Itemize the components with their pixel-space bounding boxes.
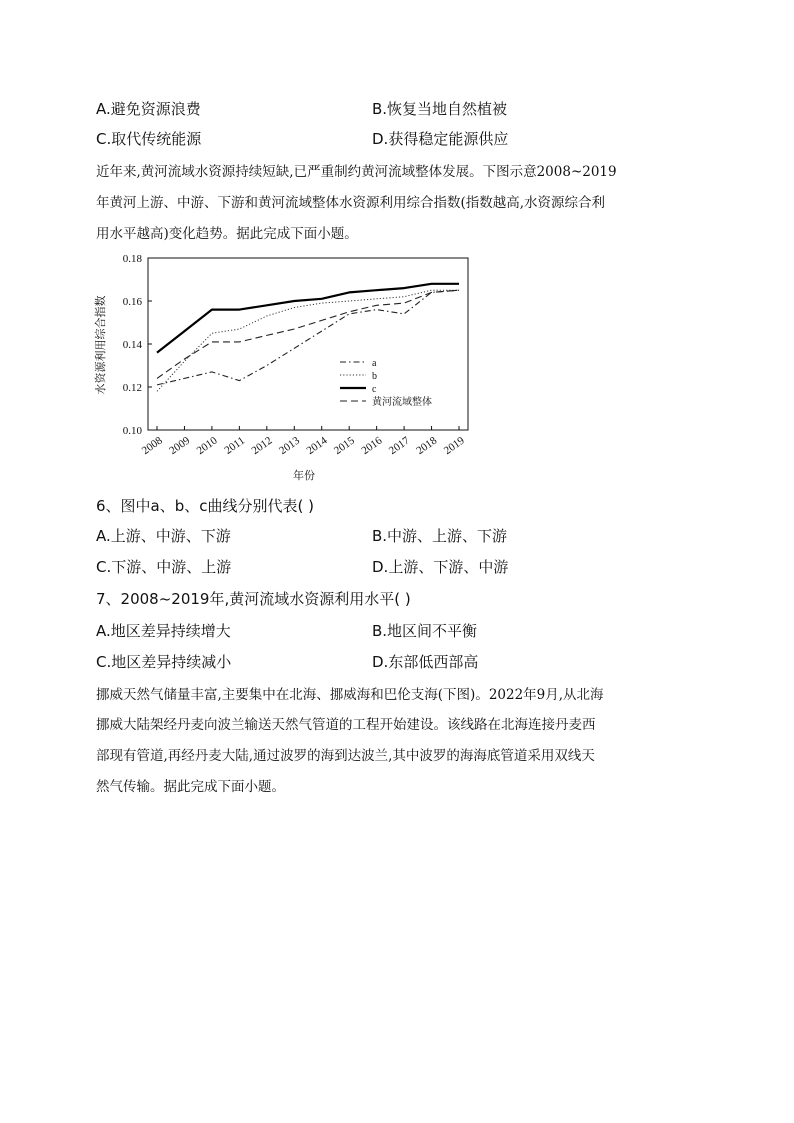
norway-paragraph-line: 然气传输。据此完成下面小题。 xyxy=(96,779,285,795)
norway-paragraph-line: 部现有管道,再经丹麦大陆,通过波罗的海到达波兰,其中波罗的海海底管道采用双线天 xyxy=(96,748,595,764)
x-tick-label: 2012 xyxy=(249,434,275,458)
legend-label: 黄河流域整体 xyxy=(372,397,432,408)
q6-option-c[interactable]: C.下游、中游、上游 xyxy=(96,558,232,576)
y-axis-label: 水资源利用综合指数 xyxy=(95,295,107,395)
x-tick-label: 2009 xyxy=(167,434,193,458)
x-tick-label: 2018 xyxy=(414,434,440,458)
intro-paragraph-line: 年黄河上游、中游、下游和黄河流域整体水资源利用综合指数(指数越高,水资源综合利 xyxy=(96,195,606,211)
q6-stem: 6、图中a、b、c曲线分别代表( ) xyxy=(96,497,314,515)
y-tick-label: 0.18 xyxy=(122,253,142,265)
x-tick-label: 2013 xyxy=(277,434,302,458)
x-tick-label: 2015 xyxy=(331,434,357,458)
water-resource-index-chart xyxy=(90,250,480,490)
x-tick-label: 2017 xyxy=(386,434,412,458)
q7-stem: 7、2008~2019年,黄河流域水资源利用水平( ) xyxy=(96,590,411,608)
intro-paragraph-line: 近年来,黄河流域水资源持续短缺,已严重制约黄河流域整体发展。下图示意2008~2019 xyxy=(96,164,617,180)
x-axis-label: 年份 xyxy=(293,470,315,482)
x-tick-label: 2008 xyxy=(139,434,165,458)
legend-label: c xyxy=(372,384,377,395)
x-tick-label: 2014 xyxy=(304,434,330,458)
norway-paragraph-line: 挪威大陆架经丹麦向波兰输送天然气管道的工程开始建设。该线路在北海连接丹麦西 xyxy=(96,717,596,733)
series-line-1 xyxy=(157,290,459,385)
q5-option-c[interactable]: C.取代传统能源 xyxy=(96,130,202,148)
legend-label: b xyxy=(372,371,377,382)
q6-option-a[interactable]: A.上游、中游、下游 xyxy=(96,527,231,545)
x-tick-label: 2019 xyxy=(441,434,467,458)
x-tick-label: 2010 xyxy=(194,434,220,458)
norway-paragraph-line: 挪威天然气储量丰富,主要集中在北海、挪威海和巴伦支海(下图)。2022年9月,从北海 xyxy=(96,687,604,703)
y-tick-label: 0.12 xyxy=(122,382,142,394)
q6-option-d[interactable]: D.上游、下游、中游 xyxy=(372,558,509,576)
q6-option-b[interactable]: B.中游、上游、下游 xyxy=(372,527,508,545)
q7-option-d[interactable]: D.东部低西部高 xyxy=(372,653,479,671)
q5-option-d[interactable]: D.获得稳定能源供应 xyxy=(372,130,509,148)
q7-option-c[interactable]: C.地区差异持续减小 xyxy=(96,653,232,671)
series-line-3 xyxy=(157,284,459,353)
x-tick-label: 2016 xyxy=(359,434,385,458)
y-tick-label: 0.10 xyxy=(122,425,142,437)
intro-paragraph-line: 用水平越高)变化趋势。据此完成下面小题。 xyxy=(96,226,358,242)
q5-option-b[interactable]: B.恢复当地自然植被 xyxy=(372,100,508,118)
q7-option-b[interactable]: B.地区间不平衡 xyxy=(372,622,478,640)
y-tick-label: 0.16 xyxy=(122,296,142,308)
x-tick-label: 2011 xyxy=(222,434,248,457)
q7-option-a[interactable]: A.地区差异持续增大 xyxy=(96,622,231,640)
q5-option-a[interactable]: A.避免资源浪费 xyxy=(96,100,201,118)
series-line-2 xyxy=(157,290,459,391)
series-line-4 xyxy=(157,290,459,378)
legend-label: a xyxy=(372,358,377,369)
y-tick-label: 0.14 xyxy=(122,339,142,351)
